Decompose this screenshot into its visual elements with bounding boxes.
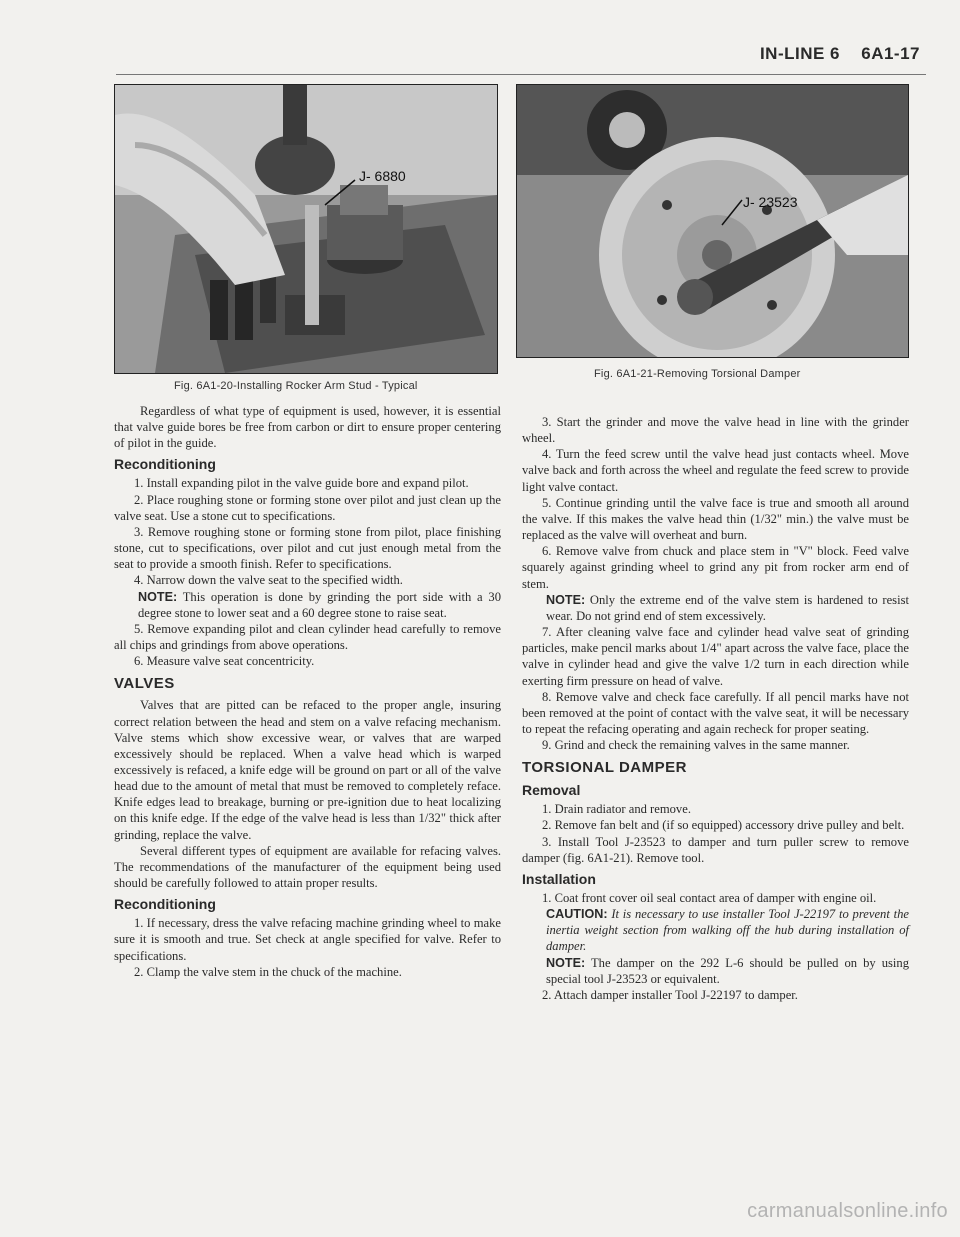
install-step-1: 1. Coat front cover oil seal contact area of damper with engine oil. (542, 890, 877, 905)
valve-step-7: 7. After cleaning valve face and cylinder head valve seat of grinding particles, make pencil marks about 1/4" apart across the valve face, place the valve in cylinder head and give the valve 1/2 turn in each direction while exerting firm pressure on head of valve. (522, 625, 909, 688)
intro-paragraph: Regardless of what type of equipment is used, however, it is essential that valve guide bores be free from carbon or dirt to ensure proper centering of pilot in the guide. (114, 404, 501, 451)
valve-step-2: 2. Clamp the valve stem in the chuck of the machine. (134, 964, 402, 979)
right-column (522, 414, 909, 1003)
valve-step-8: 8. Remove valve and check face carefully. If all pencil marks have not been removed at the point of contact with the valve seat, it will be necessary to repeat the refacing operating and again recheck for proper seating. (522, 689, 909, 736)
figure-rocker-arm-stud (114, 84, 498, 374)
left-column (114, 403, 501, 980)
seat-step-4: 4. Narrow down the valve seat to the specified width. (134, 573, 403, 588)
figure-torsional-damper (516, 84, 909, 358)
caution-label: CAUTION: (546, 907, 608, 922)
heading-reconditioning-valves: Reconditioning (114, 896, 216, 913)
note-valve-stem (546, 592, 909, 624)
valve-step-4: 4. Turn the feed screw until the valve head just contacts wheel. Move valve back and forth across the wheel and regulate the feed screw to provide light valve contact. (522, 447, 909, 494)
section-title: IN-LINE 6 (759, 44, 840, 63)
heading-installation: Installation (522, 870, 596, 887)
note-label: NOTE: (546, 592, 586, 607)
valve-step-6: 6. Remove valve from chuck and place stem in "V" block. Feed valve squarely against grinding wheel to grind any pit from rocker arm end of stem. (522, 544, 909, 591)
heading-torsional-damper: TORSIONAL DAMPER (522, 759, 687, 777)
removal-step-1: 1. Drain radiator and remove. (542, 802, 691, 817)
seat-step-6: 6. Measure valve seat concentricity. (134, 654, 315, 669)
note-text: Only the extreme end of the valve stem is hardened to resist wear. Do not grind end of stem excessively. (546, 592, 909, 623)
tool-label-j6880: J- 6880 (359, 168, 406, 184)
figure-1-caption: Fig. 6A1-20-Installing Rocker Arm Stud - Typical (174, 380, 418, 392)
heading-removal: Removal (522, 782, 581, 799)
note-label: NOTE: (546, 955, 586, 970)
caution-text: It is necessary to use installer Tool J-22197 to prevent the inertia weight section from walking off the hub during installation of damper. (546, 907, 909, 954)
valves-paragraph: Valves that are pitted can be refaced to the proper angle, insuring correct relation between the head and stem on a valve refacing mechanism. Valve stems which show excessive wear, or valves that are warped excessively should be replaced. When a valve head which is warped excessively is refaced, a knife edge will be ground on part or all of the valve head due to the amount of metal that must be removed to completely reface. Knife edges lead to breakage, burning or pre-ignition due to heat localizing on this knife edge. If the edge of the valve head is less than 1/32" thick after grinding, replace the valve. (114, 698, 501, 842)
valve-step-9: 9. Grind and check the remaining valves in the same manner. (542, 738, 850, 753)
seat-step-3: 3. Remove roughing stone or forming stone from pilot, place finishing stone, cut to specifications, over pilot and cut just enough metal from the seat to provide a smooth finish. Refer to specifications. (114, 524, 501, 572)
note-text: The damper on the 292 L-6 should be pulled on by using special tool J-23523 or equivalent. (546, 955, 909, 986)
figure-2-caption: Fig. 6A1-21-Removing Torsional Damper (594, 368, 801, 380)
equipment-paragraph: Several different types of equipment are available for refacing valves. The recommendations of the manufacturer of the equipment being used should be carefully followed to attain proper results. (114, 843, 501, 891)
header-rule (116, 74, 926, 75)
install-step-2: 2. Attach damper installer Tool J-22197 to damper. (542, 987, 798, 1002)
removal-step-2: 2. Remove fan belt and (if so equipped) accessory drive pulley and belt. (542, 818, 905, 833)
note-label: NOTE: (138, 589, 178, 604)
rocker-arm-photo (115, 85, 497, 373)
heading-valves: VALVES (114, 675, 175, 693)
valve-step-1: 1. If necessary, dress the valve refacing machine grinding wheel to make sure it is smooth and true. Set check at angle specified for valve. Refer to specifications. (114, 916, 501, 963)
page-header (760, 44, 920, 64)
tool-label-j23523: J- 23523 (743, 194, 798, 210)
seat-step-2: 2. Place roughing stone or forming stone over pilot and just clean up the valve seat. Use a stone cut to specifications. (114, 492, 501, 523)
note-grinding (138, 589, 501, 621)
note-text: This operation is done by grinding the port side with a 30 degree stone to lower seat and a 60 degree stone to raise seat. (138, 589, 501, 620)
removal-step-3: 3. Install Tool J-23523 to damper and turn puller screw to remove damper (fig. 6A1-21). Remove tool. (522, 834, 909, 865)
heading-reconditioning-seats: Reconditioning (114, 456, 216, 473)
seat-step-5: 5. Remove expanding pilot and clean cylinder head carefully to remove all chips and grindings from above operations. (114, 621, 501, 653)
page-number: 6A1-17 (861, 44, 920, 63)
seat-step-1: 1. Install expanding pilot in the valve guide bore and expand pilot. (134, 476, 469, 491)
valve-step-5: 5. Continue grinding until the valve face is true and smooth all around the valve. If this makes the valve head thin (1/32" min.) the valve must be replaced as the valve will overheat and burn. (522, 495, 909, 543)
torsional-damper-photo (517, 85, 908, 357)
watermark: carmanualsonline.info (747, 1200, 948, 1222)
note-292-damper (546, 955, 909, 987)
valve-step-3: 3. Start the grinder and move the valve head in line with the grinder wheel. (522, 415, 909, 446)
caution-installer-tool (546, 906, 909, 954)
